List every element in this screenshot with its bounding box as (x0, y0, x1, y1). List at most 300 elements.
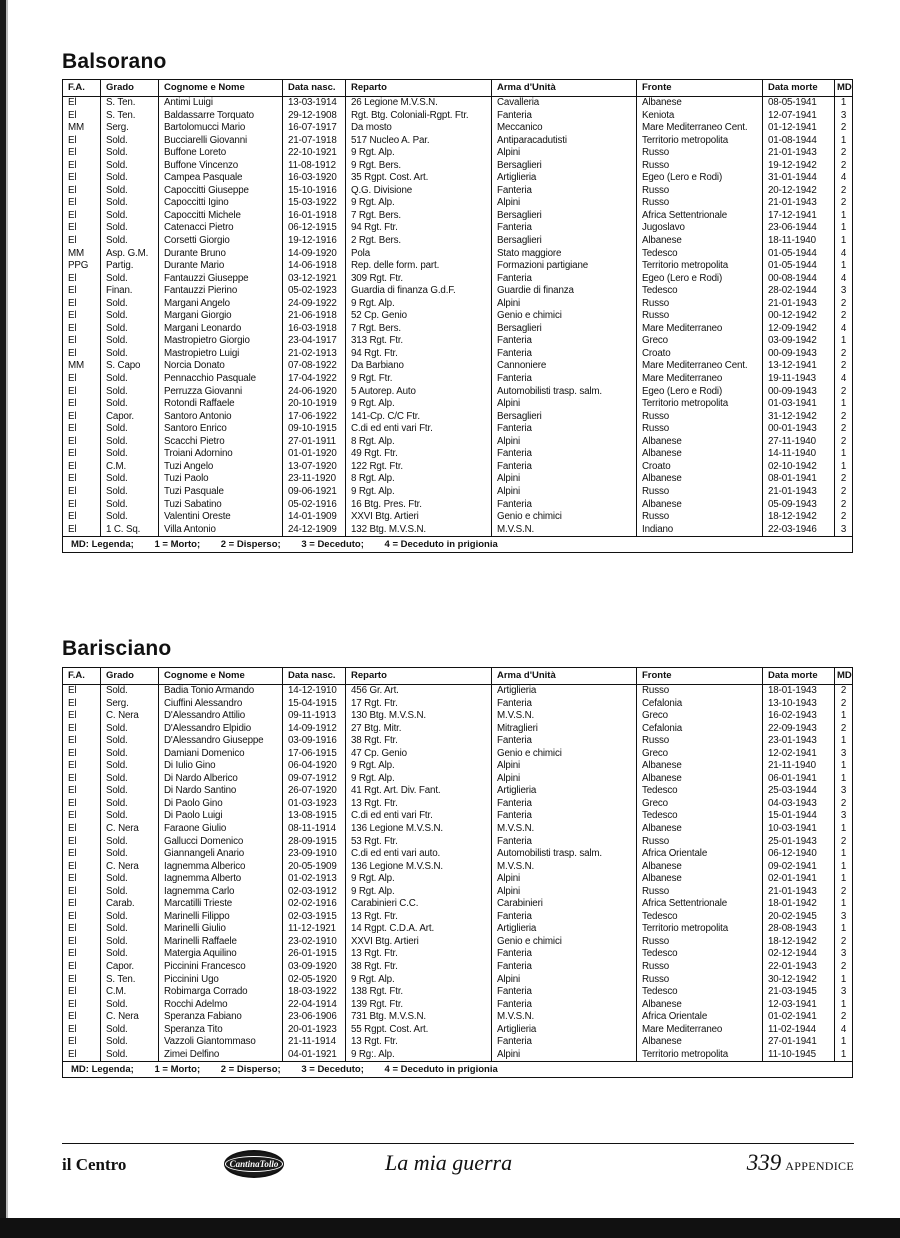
cell-data-morte: 08-01-1941 (768, 473, 817, 485)
cell-arma: Fanteria (497, 460, 532, 472)
cell-data-nasc: 05-02-1923 (288, 285, 337, 297)
cell-arma: M.V.S.N. (497, 823, 535, 835)
cell-grado: Sold. (106, 935, 128, 947)
cell-md: 1 (840, 235, 847, 247)
cell-grado: Sold. (106, 772, 128, 784)
cell-nome: Fantauzzi Pierino (164, 285, 238, 297)
cell-data-morte: 18-11-1940 (768, 235, 816, 247)
cell-reparto: Rgt. Btg. Coloniali-Rgpt. Ftr. (351, 109, 469, 121)
cell-reparto: 35 Rgpt. Cost. Art. (351, 172, 429, 184)
cell-fa: MM (68, 360, 85, 372)
cell-fronte: Albanese (642, 873, 682, 885)
cell-reparto: Rep. delle form. part. (351, 260, 440, 272)
table-row (63, 360, 852, 373)
table-row (63, 723, 852, 736)
cell-data-morte: 01-05-1944 (768, 247, 817, 259)
cell-grado: Sold. (106, 297, 128, 309)
cell-arma: Genio e chimici (497, 747, 562, 759)
cell-fronte: Albanese (642, 235, 682, 247)
cell-md: 4 (840, 1023, 847, 1035)
cell-reparto: 456 Gr. Art. (351, 685, 399, 696)
table-row (63, 335, 852, 348)
cell-md: 2 (840, 423, 847, 435)
cell-arma: Bersaglieri (497, 410, 542, 422)
cell-grado: C.M. (106, 986, 127, 998)
table-row (63, 911, 852, 924)
cell-md: 2 (840, 1011, 847, 1023)
cell-data-nasc: 24-09-1922 (288, 297, 337, 309)
cell-reparto: 13 Rgt. Ftr. (351, 1036, 398, 1048)
cell-arma: Fanteria (497, 998, 532, 1010)
cell-reparto: 9 Rgt. Alp. (351, 973, 395, 985)
cell-data-nasc: 07-08-1922 (288, 360, 337, 372)
cell-data-morte: 22-01-1943 (768, 961, 817, 973)
cell-data-morte: 11-02-1944 (768, 1023, 816, 1035)
cell-grado: Sold. (106, 310, 128, 322)
cell-data-nasc: 15-03-1922 (288, 197, 337, 209)
cell-fa: El (68, 222, 77, 234)
cell-data-nasc: 26-07-1920 (288, 785, 337, 797)
cell-reparto: 41 Rgt. Art. Div. Fant. (351, 785, 441, 797)
column-header-nome: Cognome e Nome (159, 668, 283, 684)
cell-fa: El (68, 1023, 77, 1035)
cell-nome: Piccinini Francesco (164, 961, 246, 973)
cell-arma: Fanteria (497, 835, 532, 847)
cell-data-nasc: 01-02-1913 (288, 873, 337, 885)
cell-nome: Bartolomucci Mario (164, 122, 246, 134)
cell-fronte: Territorio metropolita (642, 260, 728, 272)
page-number: 339 (746, 1150, 782, 1175)
appendix-label: APPENDICE (785, 1159, 854, 1173)
cell-data-nasc: 17-06-1915 (288, 747, 337, 759)
legend-item: 3 = Deceduto; (301, 1064, 364, 1076)
cell-data-morte: 21-01-1943 (768, 197, 817, 209)
cell-fronte: Tedesco (642, 247, 678, 259)
cell-data-morte: 20-12-1942 (768, 184, 817, 196)
cell-data-nasc: 22-10-1921 (288, 147, 337, 159)
cell-nome: Antimi Luigi (164, 97, 213, 108)
cell-fronte: Russo (642, 159, 670, 171)
cell-reparto: 16 Btg. Pres. Ftr. (351, 498, 422, 510)
cell-data-nasc: 14-09-1920 (288, 247, 337, 259)
cell-fa: El (68, 310, 77, 322)
cell-data-morte: 08-05-1941 (768, 97, 817, 108)
cell-fa: El (68, 385, 77, 397)
cell-md: 2 (840, 961, 847, 973)
cell-reparto: 47 Cp. Genio (351, 747, 407, 759)
cell-arma: Meccanico (497, 122, 543, 134)
cell-data-nasc: 22-04-1914 (288, 998, 337, 1010)
legend-item: 2 = Disperso; (220, 539, 281, 551)
cell-nome: Marinelli Filippo (164, 910, 230, 922)
cell-data-nasc: 11-12-1921 (288, 923, 336, 935)
table-row (63, 210, 852, 223)
cell-arma: Alpini (497, 772, 521, 784)
cell-data-morte: 16-02-1943 (768, 710, 817, 722)
cell-fa: El (68, 511, 77, 523)
cell-arma: Bersaglieri (497, 209, 542, 221)
cell-fa: MM (68, 247, 85, 259)
column-header-data-morte: Data morte (763, 80, 835, 96)
cell-data-morte: 19-11-1943 (768, 373, 816, 385)
table-row (63, 848, 852, 861)
table-row (63, 285, 852, 298)
cell-md: 1 (840, 860, 847, 872)
cell-arma: Fanteria (497, 810, 532, 822)
cell-reparto: 9 Rgt. Alp. (351, 147, 395, 159)
cell-grado: Sold. (106, 435, 128, 447)
cell-reparto: 9 Rgt. Alp. (351, 760, 395, 772)
column-header-data-nasc: Data nasc. (283, 80, 346, 96)
cell-arma: Alpini (497, 760, 521, 772)
cell-fa: El (68, 923, 77, 935)
cell-fronte: Russo (642, 310, 670, 322)
cell-nome: Capoccitti Michele (164, 209, 241, 221)
cell-grado: Capor. (106, 410, 134, 422)
table-row (63, 698, 852, 711)
cell-md: 2 (840, 697, 847, 709)
cell-data-morte: 01-05-1944 (768, 260, 817, 272)
cell-grado: Sold. (106, 1023, 128, 1035)
cell-reparto: 13 Rgt. Ftr. (351, 948, 398, 960)
cell-md: 2 (840, 147, 847, 159)
cell-md: 2 (840, 498, 847, 510)
cell-arma: Guardie di finanza (497, 285, 574, 297)
cell-data-nasc: 13-03-1914 (288, 97, 337, 108)
scan-edge-bottom (0, 1218, 900, 1238)
cell-nome: Corsetti Giorgio (164, 235, 230, 247)
cell-data-nasc: 01-03-1923 (288, 797, 337, 809)
cell-md: 4 (840, 373, 847, 385)
cell-nome: Baldassarre Torquato (164, 109, 254, 121)
cell-fronte: Egeo (Lero e Rodi) (642, 385, 723, 397)
cell-md: 3 (840, 523, 847, 535)
cell-fa: El (68, 448, 77, 460)
cell-reparto: 27 Btg. Mitr. (351, 722, 402, 734)
cell-grado: Carab. (106, 898, 135, 910)
cell-data-morte: 21-01-1943 (768, 297, 817, 309)
cell-data-nasc: 21-02-1913 (288, 347, 337, 359)
legend-item: 4 = Deceduto in prigionia (384, 539, 498, 551)
cell-nome: Ciuffini Alessandro (164, 697, 243, 709)
cell-reparto: 136 Legione M.V.S.N. (351, 823, 443, 835)
cell-fa: El (68, 373, 77, 385)
cell-arma: Alpini (497, 1048, 521, 1060)
cell-grado: Sold. (106, 760, 128, 772)
sponsor-logo-text: CantinaTollo (225, 1156, 284, 1172)
cell-nome: Campea Pasquale (164, 172, 243, 184)
cell-nome: Margani Giorgio (164, 310, 232, 322)
section-title: Barisciano (62, 637, 172, 660)
cell-data-nasc: 28-09-1915 (288, 835, 337, 847)
cell-data-morte: 00-08-1944 (768, 272, 817, 284)
cell-fa: El (68, 973, 77, 985)
cell-fa: El (68, 322, 77, 334)
cell-md: 1 (840, 448, 847, 460)
cell-data-morte: 18-01-1942 (768, 898, 817, 910)
cell-data-morte: 18-12-1942 (768, 511, 817, 523)
table-row (63, 473, 852, 486)
cell-nome: Robimarga Corrado (164, 986, 248, 998)
cell-fronte: Jugoslavo (642, 222, 685, 234)
casualties-table (62, 667, 853, 1078)
column-header-arma: Arma d'Unità (492, 80, 637, 96)
cell-grado: Capor. (106, 961, 134, 973)
cell-fa: El (68, 697, 77, 709)
cell-data-nasc: 20-10-1919 (288, 398, 337, 410)
cell-data-morte: 14-11-1940 (768, 448, 816, 460)
cell-nome: Giannangeli Anario (164, 848, 245, 860)
cell-fa: El (68, 498, 77, 510)
cell-fronte: Russo (642, 935, 670, 947)
cell-grado: S. Ten. (106, 97, 136, 108)
cell-data-nasc: 03-09-1916 (288, 735, 337, 747)
cell-data-nasc: 23-11-1920 (288, 473, 336, 485)
cell-grado: Sold. (106, 485, 128, 497)
cell-data-nasc: 23-02-1910 (288, 935, 337, 947)
cell-data-nasc: 05-02-1916 (288, 498, 337, 510)
cell-fa: El (68, 885, 77, 897)
cell-nome: Mastropietro Luigi (164, 347, 240, 359)
cell-md: 1 (840, 923, 847, 935)
cell-grado: Sold. (106, 998, 128, 1010)
cell-data-morte: 18-01-1943 (768, 685, 817, 696)
cell-fronte: Russo (642, 735, 670, 747)
cell-fronte: Cefalonia (642, 722, 683, 734)
cell-fa: El (68, 235, 77, 247)
cell-data-nasc: 17-06-1922 (288, 410, 337, 422)
cell-data-nasc: 02-03-1915 (288, 910, 337, 922)
legend (63, 536, 852, 552)
cell-grado: Sold. (106, 184, 128, 196)
cell-arma: Alpini (497, 885, 521, 897)
cell-data-morte: 06-01-1941 (768, 772, 817, 784)
cell-data-nasc: 21-06-1918 (288, 310, 337, 322)
table-row (63, 836, 852, 849)
cell-arma: Automobilisti trasp. salm. (497, 385, 602, 397)
sponsor-logo (224, 1150, 284, 1178)
cell-arma: Artiglieria (497, 685, 537, 696)
cell-fa: El (68, 184, 77, 196)
cell-md: 4 (840, 322, 847, 334)
cell-arma: Cannoniere (497, 360, 547, 372)
cell-md: 1 (840, 209, 847, 221)
cell-reparto: 49 Rgt. Ftr. (351, 448, 398, 460)
cell-nome: Marcatilli Trieste (164, 898, 233, 910)
cell-md: 1 (840, 260, 847, 272)
cell-reparto: 13 Rgt. Ftr. (351, 910, 398, 922)
cell-arma: M.V.S.N. (497, 710, 535, 722)
cell-arma: Fanteria (497, 948, 532, 960)
cell-md: 2 (840, 485, 847, 497)
table-row (63, 197, 852, 210)
cell-data-morte: 10-03-1941 (768, 823, 817, 835)
cell-reparto: 7 Rgt. Bers. (351, 322, 401, 334)
cell-grado: Sold. (106, 735, 128, 747)
cell-grado: Sold. (106, 1048, 128, 1060)
cell-arma: Fanteria (497, 797, 532, 809)
cell-data-morte: 30-12-1942 (768, 973, 817, 985)
cell-nome: Catenacci Pietro (164, 222, 234, 234)
table-row (63, 873, 852, 886)
cell-data-nasc: 21-07-1918 (288, 134, 337, 146)
cell-data-morte: 12-07-1941 (768, 109, 817, 121)
cell-fa: El (68, 747, 77, 759)
cell-nome: Buffone Vincenzo (164, 159, 239, 171)
cell-fa: El (68, 297, 77, 309)
cell-fronte: Russo (642, 685, 670, 696)
table-row (63, 1049, 852, 1062)
cell-nome: Di Paolo Gino (164, 797, 223, 809)
cell-md: 1 (840, 848, 847, 860)
cell-nome: Durante Bruno (164, 247, 226, 259)
cell-fa: El (68, 197, 77, 209)
cell-fa: El (68, 335, 77, 347)
cell-data-morte: 23-06-1944 (768, 222, 817, 234)
cell-data-morte: 02-12-1944 (768, 948, 817, 960)
cell-data-nasc: 23-06-1906 (288, 1011, 337, 1023)
cell-nome: Perruzza Giovanni (164, 385, 243, 397)
cell-grado: Sold. (106, 685, 128, 696)
cell-data-morte: 21-11-1940 (768, 760, 816, 772)
cell-fa: El (68, 961, 77, 973)
cell-reparto: 9 Rg:. Alp. (351, 1048, 395, 1060)
cell-fronte: Russo (642, 197, 670, 209)
cell-arma: Fanteria (497, 498, 532, 510)
cell-data-morte: 00-12-1942 (768, 310, 817, 322)
cell-data-nasc: 27-01-1911 (288, 435, 336, 447)
cell-data-nasc: 16-03-1918 (288, 322, 337, 334)
table-row (63, 348, 852, 361)
cell-data-nasc: 11-08-1912 (288, 159, 336, 171)
cell-data-morte: 31-12-1942 (768, 410, 817, 422)
cell-data-nasc: 02-05-1920 (288, 973, 337, 985)
cell-fronte: Russo (642, 297, 670, 309)
legend-label: MD: Legenda; (71, 1064, 134, 1076)
cell-nome: Iagnemma Alberico (164, 860, 246, 872)
cell-data-morte: 15-01-1944 (768, 810, 817, 822)
cell-nome: Faraone Giulio (164, 823, 227, 835)
cell-reparto: 9 Rgt. Alp. (351, 398, 395, 410)
cell-fa: El (68, 1036, 77, 1048)
cell-fa: El (68, 485, 77, 497)
cell-md: 2 (840, 835, 847, 847)
cell-fa: El (68, 172, 77, 184)
cell-data-morte: 01-03-1941 (768, 398, 817, 410)
cell-fronte: Egeo (Lero e Rodi) (642, 272, 723, 284)
cell-arma: Antiparacadutisti (497, 134, 567, 146)
cell-md: 3 (840, 948, 847, 960)
cell-nome: Piccinini Ugo (164, 973, 219, 985)
column-header-data-morte: Data morte (763, 668, 835, 684)
cell-data-nasc: 14-12-1910 (288, 685, 337, 696)
column-header-fa: F.A. (63, 80, 101, 96)
cell-data-nasc: 06-12-1915 (288, 222, 337, 234)
cell-nome: Valentini Oreste (164, 511, 231, 523)
cell-reparto: Carabinieri C.C. (351, 898, 419, 910)
cell-grado: Sold. (106, 134, 128, 146)
cell-md: 2 (840, 297, 847, 309)
cell-reparto: Da mosto (351, 122, 392, 134)
cell-grado: Serg. (106, 122, 129, 134)
cell-reparto: 9 Rgt. Alp. (351, 873, 395, 885)
cell-fa: El (68, 948, 77, 960)
cell-data-morte: 01-02-1941 (768, 1011, 817, 1023)
cell-reparto: XXVI Btg. Artieri (351, 935, 419, 947)
column-header-md: MD (837, 82, 852, 93)
cell-arma: Fanteria (497, 347, 532, 359)
cell-md: 2 (840, 511, 847, 523)
cell-data-morte: 13-10-1943 (768, 697, 817, 709)
cell-fronte: Cefalonia (642, 697, 683, 709)
cell-data-morte: 02-01-1941 (768, 873, 817, 885)
cell-fronte: Tedesco (642, 910, 678, 922)
cell-data-morte: 21-03-1945 (768, 986, 817, 998)
cell-data-nasc: 20-05-1909 (288, 860, 337, 872)
cell-reparto: 38 Rgt. Ftr. (351, 961, 398, 973)
cell-md: 2 (840, 122, 847, 134)
cell-fronte: Mare Mediterraneo (642, 322, 723, 334)
cell-md: 3 (840, 785, 847, 797)
cell-fronte: Africa Settentrionale (642, 209, 728, 221)
table-row (63, 448, 852, 461)
cell-arma: Genio e chimici (497, 511, 562, 523)
cell-nome: Villa Antonio (164, 523, 216, 535)
column-header-fronte: Fronte (637, 80, 763, 96)
table-row (63, 898, 852, 911)
cell-fa: El (68, 109, 77, 121)
cell-fronte: Mare Mediterraneo (642, 1023, 723, 1035)
cell-md: 2 (840, 410, 847, 422)
cell-data-morte: 12-02-1941 (768, 747, 817, 759)
cell-fronte: Albanese (642, 998, 682, 1010)
cell-data-morte: 13-12-1941 (768, 360, 817, 372)
cell-nome: Speranza Fabiano (164, 1011, 242, 1023)
cell-nome: Iagnemma Carlo (164, 885, 235, 897)
cell-data-nasc: 16-07-1917 (288, 122, 337, 134)
table-row (63, 710, 852, 723)
cell-fronte: Croato (642, 460, 671, 472)
cell-arma: M.V.S.N. (497, 860, 535, 872)
cell-reparto: 731 Btg. M.V.S.N. (351, 1011, 426, 1023)
table-row (63, 298, 852, 311)
cell-md: 1 (840, 134, 847, 146)
cell-fronte: Africa Orientale (642, 848, 708, 860)
cell-data-morte: 03-09-1942 (768, 335, 817, 347)
table-row (63, 773, 852, 786)
cell-reparto: 9 Rgt. Alp. (351, 485, 395, 497)
cell-arma: Alpini (497, 297, 521, 309)
cell-fa: El (68, 848, 77, 860)
cell-reparto: 8 Rgt. Alp. (351, 435, 395, 447)
table-row (63, 974, 852, 987)
table-row (63, 122, 852, 135)
cell-data-morte: 27-11-1940 (768, 435, 816, 447)
cell-arma: Bersaglieri (497, 159, 542, 171)
cell-fronte: Tedesco (642, 285, 678, 297)
cell-fa: El (68, 772, 77, 784)
cell-fa: El (68, 410, 77, 422)
cell-data-nasc: 29-12-1908 (288, 109, 337, 121)
cell-nome: Di Nardo Alberico (164, 772, 238, 784)
table-row (63, 486, 852, 499)
cell-fa: El (68, 710, 77, 722)
table-body (63, 685, 852, 1061)
table-header (63, 668, 852, 685)
cell-nome: Margani Angelo (164, 297, 230, 309)
cell-data-nasc: 09-06-1921 (288, 485, 337, 497)
cell-arma: M.V.S.N. (497, 523, 535, 535)
